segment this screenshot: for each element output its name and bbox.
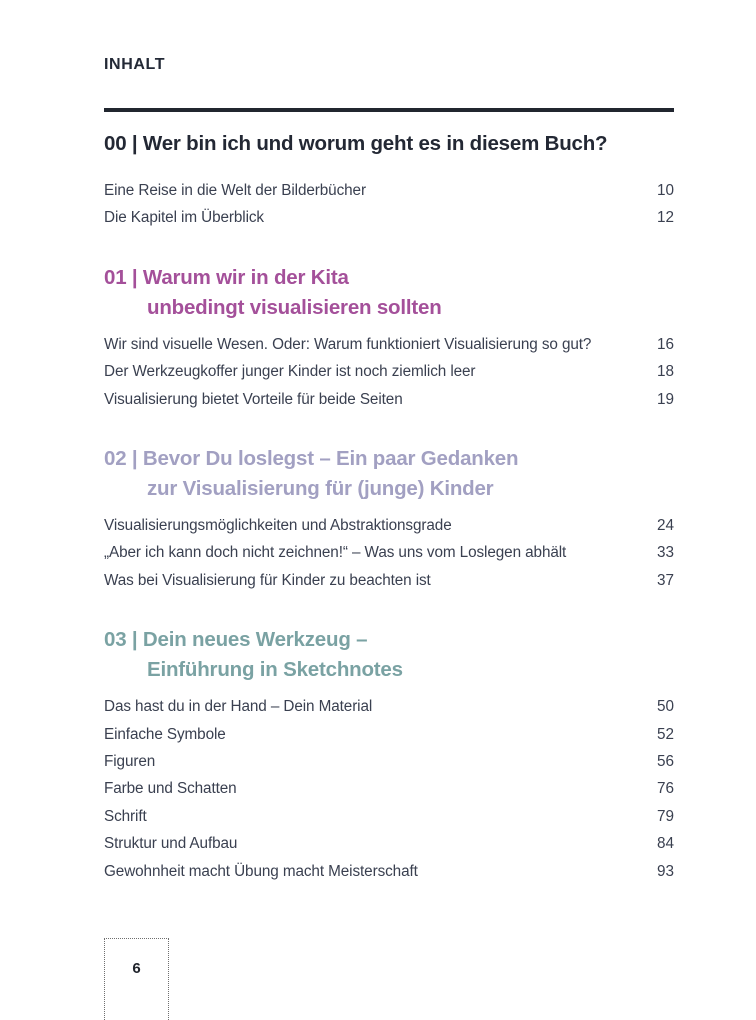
section-heading-line2: unbedingt visualisieren sollten: [147, 295, 442, 319]
toc-entry-page: 37: [656, 571, 674, 589]
toc-entry-page: 79: [656, 807, 674, 825]
toc-entry-label: Wir sind visuelle Wesen. Oder: Warum funktioniert Visualisierung so gut?: [104, 335, 592, 353]
toc-entry-page: 12: [656, 209, 674, 227]
toc-entry: [104, 512, 674, 539]
toc-entry: [104, 567, 674, 594]
section-00-heading: [104, 129, 674, 159]
section-02-entries: [104, 512, 674, 594]
toc-entry: [104, 331, 674, 358]
section-heading-line1: 00 | Wer bin ich und worum geht es in diesem Buch?: [104, 132, 608, 155]
toc-entry-label: Der Werkzeugkoffer junger Kinder ist noch ziemlich leer: [104, 363, 476, 381]
toc-entry-page: 16: [656, 335, 674, 353]
toc-section-02: [104, 444, 674, 594]
toc-entry-label: Gewohnheit macht Übung macht Meisterschaft: [104, 862, 418, 880]
toc-entry: [104, 386, 674, 413]
page-number: 6: [132, 960, 141, 977]
toc-entry-label: Die Kapitel im Überblick: [104, 209, 264, 227]
toc-entry: [104, 204, 674, 231]
toc-entry-page: 84: [656, 835, 674, 853]
toc-entry-page: 93: [656, 862, 674, 880]
toc-section-01: [104, 263, 674, 413]
toc-entry-label: Visualisierung bietet Vorteile für beide Seiten: [104, 390, 403, 408]
toc-entry-label: Farbe und Schatten: [104, 780, 237, 798]
page-number-box: [104, 938, 169, 1020]
toc-section-03: [104, 625, 674, 885]
section-02-heading: [104, 444, 674, 504]
toc-entry-label: Was bei Visualisierung für Kinder zu beachten ist: [104, 571, 431, 589]
section-heading-line2: Einführung in Sketchnotes: [147, 658, 403, 682]
toc-entry: [104, 748, 674, 775]
toc-entry-page: 18: [656, 363, 674, 381]
toc-entry-page: 10: [656, 182, 674, 199]
toc-entry: [104, 358, 674, 385]
toc-entry: [104, 775, 674, 802]
toc-entry: [104, 693, 674, 720]
header-rule: [104, 108, 674, 112]
toc-entry-label: Schrift: [104, 807, 147, 825]
toc-entry-page: 56: [656, 753, 674, 771]
toc-entry-label: Einfache Symbole: [104, 725, 226, 743]
toc-entry-page: 24: [656, 517, 674, 535]
toc-entry-page: 50: [656, 698, 674, 716]
toc-section-00: [104, 129, 674, 232]
toc-entry: [104, 539, 674, 566]
section-03-entries: [104, 693, 674, 885]
toc-entry: [104, 830, 674, 857]
toc-entry-page: 19: [656, 390, 674, 408]
toc-entry: [104, 177, 674, 204]
toc-entry: [104, 803, 674, 830]
toc-entry: [104, 721, 674, 748]
section-heading-line2: zur Visualisierung für (junge) Kinder: [147, 477, 494, 501]
contents-header: INHALT: [104, 56, 166, 73]
section-00-entries: [104, 177, 674, 232]
toc-entry-page: 33: [656, 544, 674, 562]
section-01-heading: [104, 263, 674, 323]
toc-entry-label: Visualisierungsmöglichkeiten und Abstraktionsgrade: [104, 517, 452, 535]
toc-entry-page: 76: [656, 780, 674, 798]
section-heading-line1: 03 | Dein neues Werkzeug –: [104, 628, 368, 652]
toc-entry: [104, 858, 674, 885]
section-01-entries: [104, 331, 674, 413]
toc-entry-page: 52: [656, 725, 674, 743]
section-heading-line1: 01 | Warum wir in der Kita: [104, 265, 349, 289]
toc-entry-label: Figuren: [104, 753, 156, 771]
toc-entry-label: „Aber ich kann doch nicht zeichnen!“ – Was uns vom Loslegen abhält: [104, 544, 567, 562]
toc-entry-label: Das hast du in der Hand – Dein Material: [104, 698, 373, 716]
section-heading-line1: 02 | Bevor Du loslegst – Ein paar Gedanken: [104, 447, 519, 471]
toc-entry-label: Eine Reise in die Welt der Bilderbücher: [104, 182, 366, 199]
section-03-heading: [104, 625, 674, 685]
toc-entry-label: Struktur und Aufbau: [104, 835, 238, 853]
